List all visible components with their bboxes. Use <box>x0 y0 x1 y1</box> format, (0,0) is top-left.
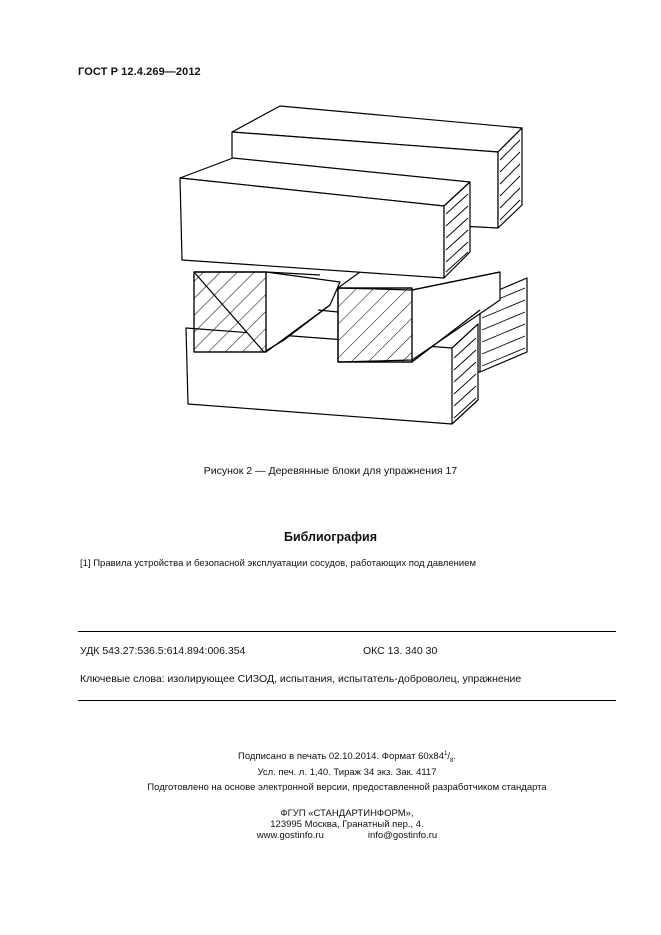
imprint-signed-end: . <box>453 751 456 763</box>
imprint-prepared: Подготовлено на основе электронной версии, предоставленной разработчиком стандарта <box>147 782 547 793</box>
bibliography-entry: [1] Правила устройства и безопасной эксплуатации сосудов, работающих под давлением <box>80 558 477 569</box>
wooden-blocks-figure <box>176 100 536 435</box>
format-numerator: 1 <box>444 751 448 757</box>
oks-code: ОКС 13. 340 30 <box>363 645 438 657</box>
format-denominator: 8 <box>449 758 454 765</box>
imprint-signed-text: Подписано в печать 02.10.2014. Формат 60x84 <box>238 751 444 763</box>
publisher-contacts <box>0 830 661 841</box>
imprint-sheets: Усл. печ. л. 1,40. Тираж 34 экз. Зак. 4117 <box>257 767 437 778</box>
divider-bottom <box>78 700 616 701</box>
imprint-signed: Подписано в печать 02.10.2014. Формат $60x84^1/_8$. <box>238 751 456 765</box>
udc-code: УДК 543.27:536.5:614.894:006.354 <box>80 645 246 657</box>
publisher-address: 123995 Москва, Гранатный пер., 4. <box>270 819 424 830</box>
publisher-email-link[interactable]: info@gostinfo.ru <box>367 830 438 841</box>
publisher-name: ФГУП «СТАНДАРТИНФОРМ», <box>280 808 414 819</box>
divider-top <box>78 631 616 632</box>
figure-caption: Рисунок 2 — Деревянные блоки для упражнения 17 <box>203 465 458 477</box>
bibliography-title: Библиография <box>283 530 378 544</box>
document-header: ГОСТ Р 12.4.269—2012 <box>78 66 201 78</box>
publisher-website-link[interactable]: www.gostinfo.ru <box>256 830 324 841</box>
keywords: Ключевые слова: изолирующее СИЗОД, испытания, испытатель-доброволец, упражнение <box>80 673 522 685</box>
